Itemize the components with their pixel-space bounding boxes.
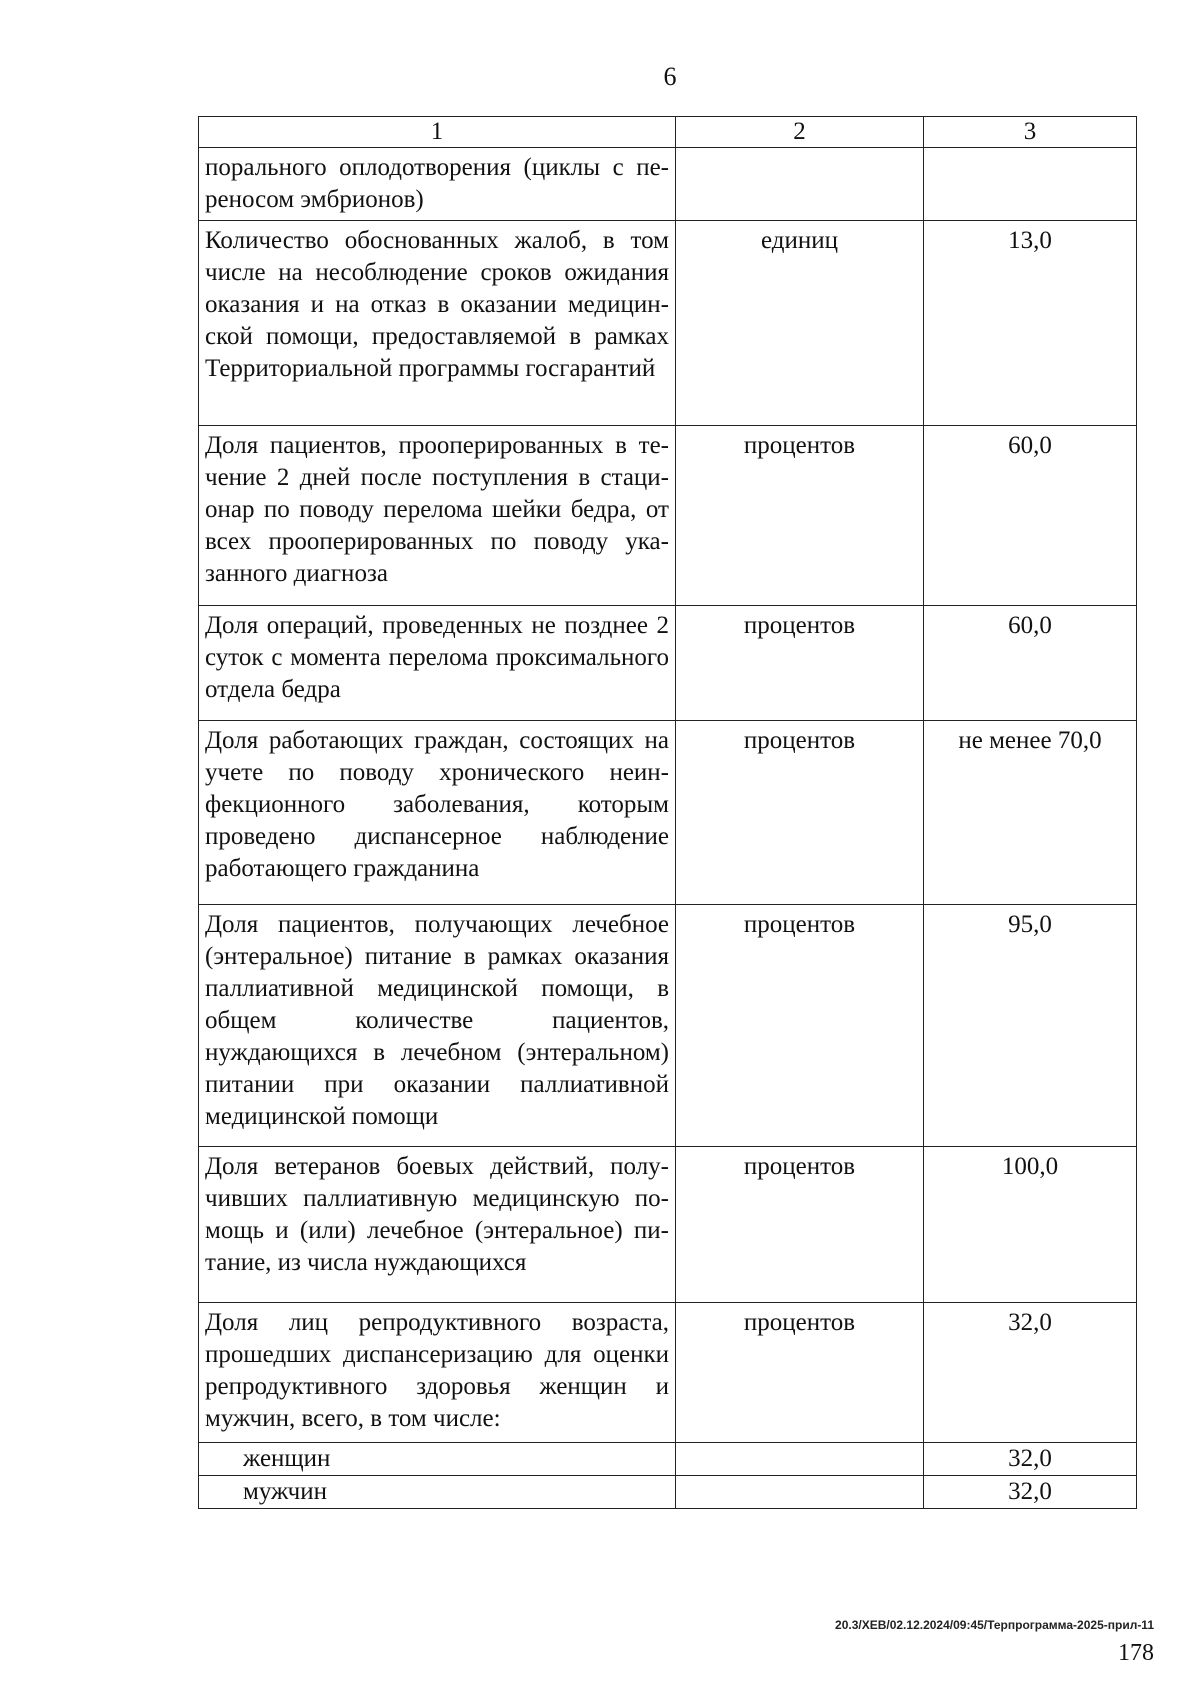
table-row: [199, 221, 1137, 426]
unit-cell: [676, 1443, 924, 1476]
value-cell: 32,0: [924, 1443, 1137, 1476]
table-row: [199, 606, 1137, 721]
value-cell: [924, 148, 1137, 221]
table-row: [199, 1147, 1137, 1303]
value-cell: 32,0: [924, 1303, 1137, 1443]
value-cell: 95,0: [924, 905, 1137, 1147]
table-row: [199, 721, 1137, 905]
indicator-cell: женщин: [199, 1443, 676, 1476]
table-subrow: [199, 1443, 1137, 1476]
table-row: [199, 426, 1137, 606]
header-col-2: 2: [676, 117, 924, 148]
header-col-1: 1: [199, 117, 676, 148]
indicator-cell: порального оплодотворения (циклы с переносом эмбрионов): [199, 148, 676, 221]
unit-cell: единиц: [676, 221, 924, 426]
value-cell: 13,0: [924, 221, 1137, 426]
sheet-number: 178: [1118, 1640, 1154, 1666]
header-col-3: 3: [924, 117, 1137, 148]
document-code: 20.3/ХЕВ/02.12.2024/09:45/Терпрограмма-2025-прил-11: [835, 1618, 1154, 1632]
unit-cell: [676, 1476, 924, 1509]
indicator-cell: Доля ветеранов боевых действий, получивших паллиативную медицинскую помощь и (или) лечебное (энтеральное) питание, из числа нуждающихся: [199, 1147, 676, 1303]
table-header-row: [199, 117, 1137, 148]
unit-cell: процентов: [676, 905, 924, 1147]
indicator-cell: Доля лиц репродуктивного возраста, прошедших диспансеризацию для оценки репродуктивного здоровья женщин и мужчин, всего, в том числе:: [199, 1303, 676, 1443]
table-row: [199, 148, 1137, 221]
unit-cell: процентов: [676, 426, 924, 606]
indicator-cell: Доля операций, проведенных не позднее 2 суток с момента перелома проксимального отдела бедра: [199, 606, 676, 721]
value-cell: 100,0: [924, 1147, 1137, 1303]
value-cell: не менее 70,0: [924, 721, 1137, 905]
table-row: [199, 1303, 1137, 1443]
unit-cell: процентов: [676, 721, 924, 905]
value-cell: 32,0: [924, 1476, 1137, 1509]
unit-cell: процентов: [676, 606, 924, 721]
table-subrow: [199, 1476, 1137, 1509]
value-cell: 60,0: [924, 606, 1137, 721]
table-row: [199, 905, 1137, 1147]
unit-cell: процентов: [676, 1147, 924, 1303]
unit-cell: [676, 148, 924, 221]
indicators-table: [198, 116, 1137, 1509]
value-cell: 60,0: [924, 426, 1137, 606]
unit-cell: процентов: [676, 1303, 924, 1443]
indicator-cell: Количество обоснованных жалоб, в том числе на несоблюдение сроков ожидания оказания и на отказ в оказании медицинской помощи, предоставляемой в рамках Территориальной программы госгарантий: [199, 221, 676, 426]
indicator-cell: Доля пациентов, получающих лечебное (энтеральное) питание в рамках оказания паллиативной медицинской помощи, в общем количестве пациентов, нуждающихся в лечебном (энтеральном) питании при оказании паллиативной медицинской помощи: [199, 905, 676, 1147]
indicator-cell: Доля пациентов, прооперированных в течение 2 дней после поступления в стационар по поводу перелома шейки бедра, от всех прооперированных по поводу указанного диагноза: [199, 426, 676, 606]
indicator-cell: Доля работающих граждан, состоящих на учете по поводу хронического неинфекционного заболевания, которым проведено диспансерное наблюдение работающего гражданина: [199, 721, 676, 905]
indicator-cell: мужчин: [199, 1476, 676, 1509]
page-number: 6: [663, 62, 677, 91]
